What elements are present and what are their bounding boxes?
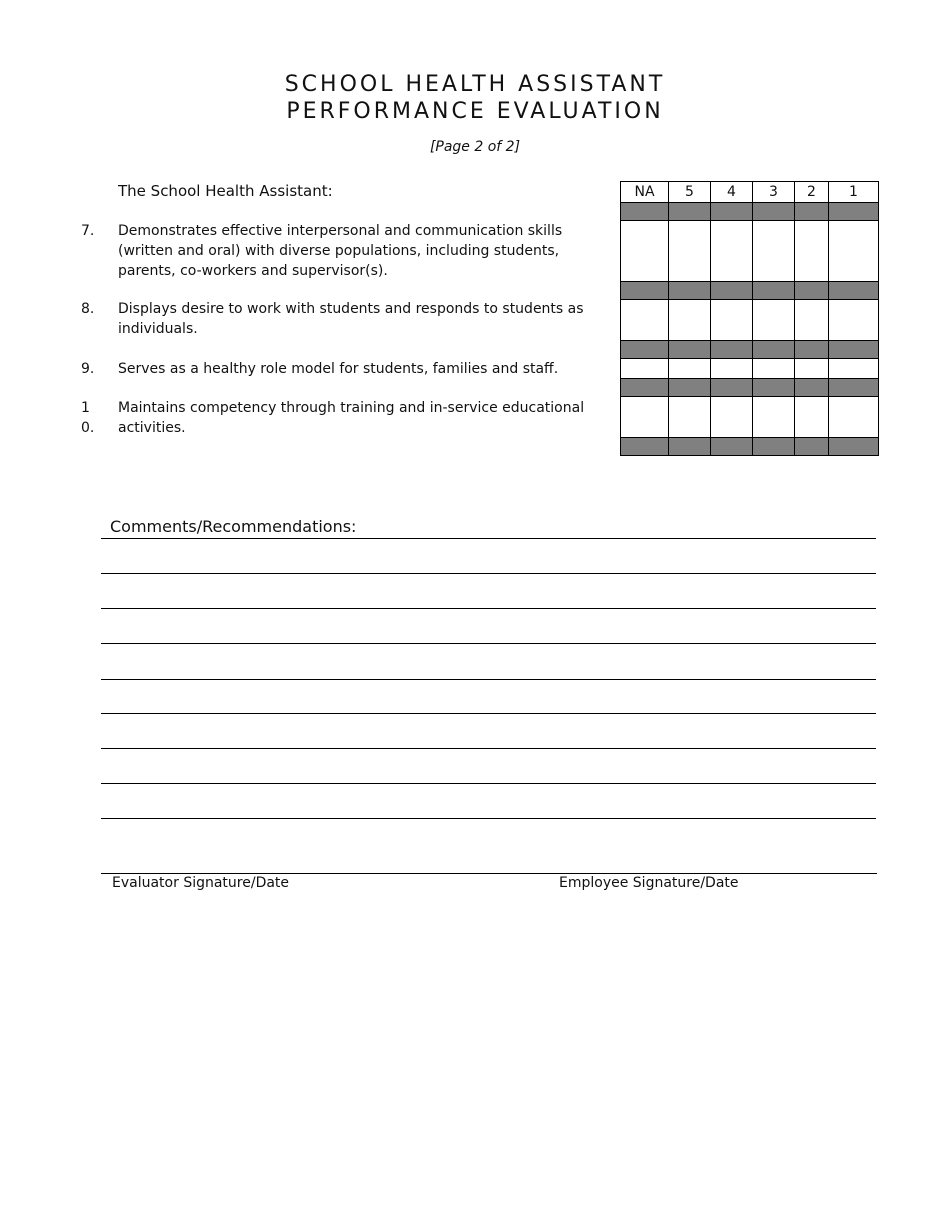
rating-cell-5[interactable]	[669, 221, 711, 282]
item-number: 8.	[81, 301, 95, 317]
employee-signature-label: Employee Signature/Date	[559, 875, 739, 891]
separator-band	[621, 203, 879, 221]
rating-header-5: 5	[669, 182, 711, 203]
rating-cell-3[interactable]	[753, 300, 795, 341]
rating-header-4: 4	[711, 182, 753, 203]
rating-cell-4[interactable]	[711, 397, 753, 438]
comment-line[interactable]	[101, 538, 876, 539]
rating-header-3: 3	[753, 182, 795, 203]
comment-line[interactable]	[101, 818, 876, 819]
comment-line[interactable]	[101, 573, 876, 574]
rating-grid	[620, 181, 879, 456]
item-text: Demonstrates effective interpersonal and communication skills (written and oral) with diverse populations, including students, parents, co-workers and supervisor(s).	[118, 223, 563, 279]
rating-header-2: 2	[795, 182, 829, 203]
rating-cell-3[interactable]	[753, 397, 795, 438]
comment-line[interactable]	[101, 783, 876, 784]
rating-cell-1[interactable]	[829, 221, 879, 282]
rating-header-1: 1	[829, 182, 879, 203]
rating-cell-1[interactable]	[829, 397, 879, 438]
title-line-2: PERFORMANCE EVALUATION	[286, 99, 664, 124]
rating-row-item-7	[621, 221, 879, 282]
item-text: Displays desire to work with students and responds to students as individuals.	[118, 301, 584, 337]
item-number: 10.	[81, 400, 95, 436]
signature-line[interactable]	[101, 873, 877, 874]
rating-cell-2[interactable]	[795, 359, 829, 379]
rating-cell-na[interactable]	[621, 397, 669, 438]
rating-cell-1[interactable]	[829, 359, 879, 379]
rating-cell-4[interactable]	[711, 359, 753, 379]
rating-cell-5[interactable]	[669, 359, 711, 379]
item-text: Serves as a healthy role model for students, families and staff.	[118, 361, 559, 377]
rating-cell-na[interactable]	[621, 359, 669, 379]
evaluator-signature-label: Evaluator Signature/Date	[112, 875, 290, 891]
rating-cell-4[interactable]	[711, 300, 753, 341]
rating-row-item-8	[621, 300, 879, 341]
rating-scale-header	[621, 182, 879, 203]
rating-row-item-9	[621, 359, 879, 379]
rating-cell-5[interactable]	[669, 397, 711, 438]
comment-line[interactable]	[101, 748, 876, 749]
item-text: Maintains competency through training and in-service educational activities.	[118, 400, 585, 436]
comment-line[interactable]	[101, 643, 876, 644]
page-indicator: [Page 2 of 2]	[429, 139, 521, 155]
comments-label: Comments/Recommendations:	[110, 517, 357, 536]
section-intro: The School Health Assistant:	[118, 182, 333, 200]
rating-cell-2[interactable]	[795, 300, 829, 341]
separator-band	[621, 379, 879, 397]
rating-header-na: NA	[621, 182, 669, 203]
rating-cell-na[interactable]	[621, 300, 669, 341]
separator-band	[621, 438, 879, 456]
separator-band	[621, 341, 879, 359]
separator-band	[621, 282, 879, 300]
item-number: 9.	[81, 361, 95, 377]
item-number: 7.	[81, 223, 95, 239]
rating-cell-2[interactable]	[795, 397, 829, 438]
rating-cell-3[interactable]	[753, 359, 795, 379]
comment-line[interactable]	[101, 608, 876, 609]
rating-row-item-10	[621, 397, 879, 438]
rating-cell-1[interactable]	[829, 300, 879, 341]
rating-cell-na[interactable]	[621, 221, 669, 282]
rating-cell-2[interactable]	[795, 221, 829, 282]
rating-cell-3[interactable]	[753, 221, 795, 282]
comment-line[interactable]	[101, 679, 876, 680]
title-line-1: SCHOOL HEALTH ASSISTANT	[284, 72, 666, 97]
rating-cell-5[interactable]	[669, 300, 711, 341]
comment-line[interactable]	[101, 713, 876, 714]
rating-cell-4[interactable]	[711, 221, 753, 282]
